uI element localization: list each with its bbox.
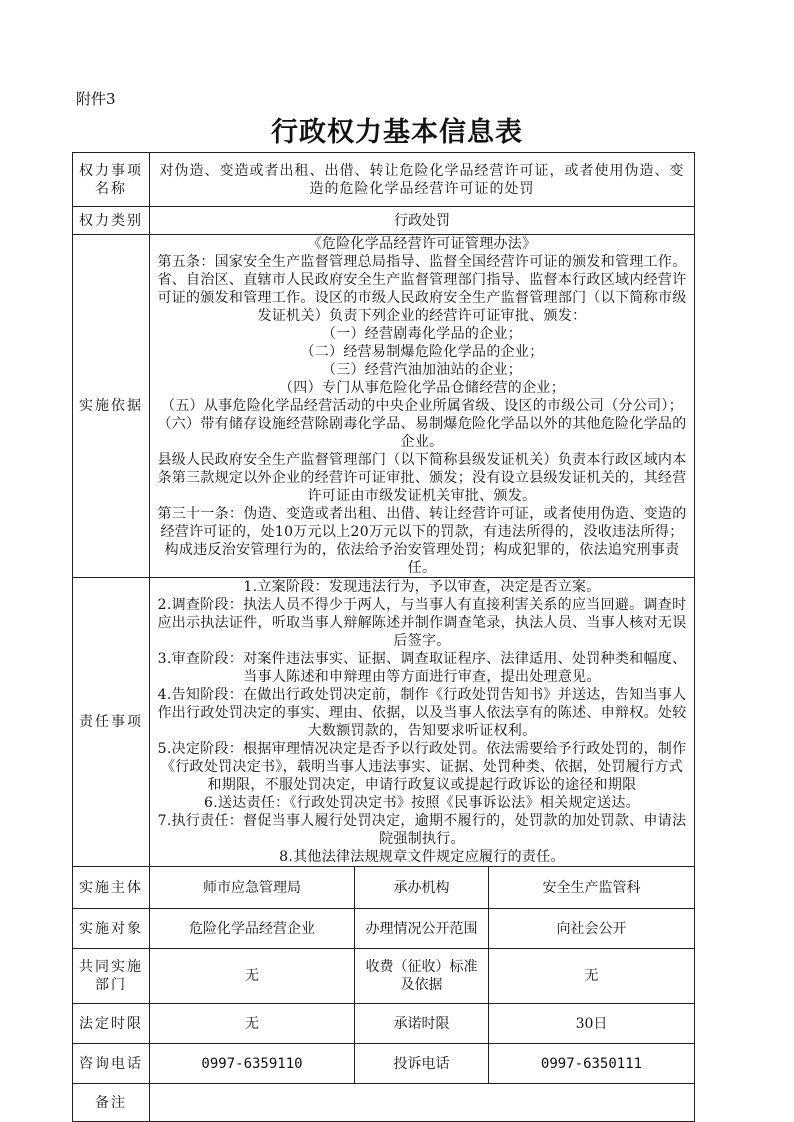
table-row [73,1084,695,1122]
table-row [73,867,695,909]
target-label: 实施对象 [73,909,150,949]
item-name-label: 权力事项名称 [73,153,150,207]
table-row [73,1044,695,1084]
basis-line: （六）带有储存设施经营除剧毒化学品、易制爆危险化学品以外的其他危险化学品的企业。 [157,416,687,450]
responsibility-line: 7.执行责任：督促当事人履行处罚决定，逾期不履行的，处罚款的加处罚款、申请法院强制执行。 [157,813,687,847]
basis-line: （一）经营剧毒化学品的企业； [321,326,523,342]
table-row [73,578,695,867]
legal-time-limit-value: 无 [150,1004,355,1044]
category-label: 权力类别 [73,207,150,235]
responsibility-line: 6.送达责任：《行政处罚决定书》按照《民事诉讼法》相关规定送达。 [204,795,640,811]
remarks-value [150,1084,695,1122]
responsibility-label: 责任事项 [73,578,150,867]
attachment-label: 附件3 [76,90,116,108]
category-value: 行政处罚 [150,207,695,235]
table-row [73,909,695,949]
fee-standard-value: 无 [489,949,695,1004]
responsibility-line: 3.审查阶段：对案件违法事实、证据、调查取证程序、法律适用、处罚种类和幅度、当事人陈述和申辩理由等方面进行审查，提出处理意见。 [157,651,687,685]
promised-time-limit-label: 承诺时限 [355,1004,489,1044]
disclosure-scope-label: 办理情况公开范围 [355,909,489,949]
responsibility-line: 2.调查阶段：执法人员不得少于两人，与当事人有直接利害关系的应当回避。调查时应出示执法证件，听取当事人辩解陈述并制作调查笔录，执法人员、当事人核对无误后签字。 [157,597,687,649]
basis-line: 《危险化学品经营许可证管理办法》 [307,236,537,252]
complaint-phone-value: 0997-6350111 [489,1044,695,1084]
basis-line: 第五条：国家安全生产监督管理总局指导、监督全国经营许可证的颁发和管理工作。省、自治区、直辖市人民政府安全生产监督管理部门指导、监督本行政区域内经营许可证的颁发和管理工作。设区的市级人民政府安全生产监督管理部门（以下简称市级发证机关）负责下列企业的经营许可证审批、颁发： [157,254,687,324]
handling-agency-label: 承办机构 [355,867,489,909]
responsibility-line: 1.立案阶段：发现违法行为，予以审查，决定是否立案。 [243,579,601,595]
basis-line: （三）经营汽油加油站的企业； [321,362,523,378]
table-row [73,1004,695,1044]
joint-dept-label: 共同实施部门 [73,949,150,1004]
basis-line: （二）经营易制爆危险化学品的企业； [300,344,544,360]
consult-phone-label: 咨询电话 [73,1044,150,1084]
responsibility-line: 5.决定阶段：根据审理情况决定是否予以行政处罚。依法需要给予行政处罚的，制作《行政处罚决定书》，载明当事人违法事实、证据、处罚种类、依据，处罚履行方式和期限，不服处罚决定，申请行政复议或提起行政诉讼的途径和期限 [157,741,687,793]
promised-time-limit-value: 30日 [489,1004,695,1044]
subject-label: 实施主体 [73,867,150,909]
legal-time-limit-label: 法定时限 [73,1004,150,1044]
disclosure-scope-value: 向社会公开 [489,909,695,949]
table-row [73,949,695,1004]
item-name-value: 对伪造、变造或者出租、出借、转让危险化学品经营许可证，或者使用伪造、变造的危险化学品经营许可证的处罚 [150,153,695,207]
page-title: 行政权力基本信息表 [271,117,523,148]
responsibility-line: 4.告知阶段：在做出行政处罚决定前，制作《行政处罚告知书》并送达，告知当事人作出行政处罚决定的事实、理由、依据，以及当事人依法享有的陈述、申辩权。处较大数额罚款的，告知要求听证权利。 [157,687,687,739]
table-row [73,235,695,578]
responsibility-line: 8.其他法律法规规章文件规定应履行的责任。 [279,849,565,865]
responsibility-content [150,578,695,867]
complaint-phone-label: 投诉电话 [355,1044,489,1084]
handling-agency-value: 安全生产监管科 [489,867,695,909]
table-row [73,207,695,235]
fee-standard-label: 收费（征收）标准及依据 [355,949,489,1004]
subject-value: 师市应急管理局 [150,867,355,909]
basis-content [150,235,695,578]
basis-label: 实施依据 [73,235,150,578]
basis-line: （五）从事危险化学品经营活动的中央企业所属省级、设区的市级公司（分公司）； [160,398,684,414]
consult-phone-value: 0997-6359110 [150,1044,355,1084]
remarks-label: 备注 [73,1084,150,1122]
basis-line: 第三十一条：伪造、变造或者出租、出借、转让经营许可证，或者使用伪造、变造的经营许可证的，处10万元以上20万元以下的罚款，有违法所得的，没收违法所得；构成违反治安管理行为的，依法给予治安管理处罚；构成犯罪的，依法追究刑事责任。 [157,506,687,576]
target-value: 危险化学品经营企业 [150,909,355,949]
table-row [73,153,695,207]
basis-line: 县级人民政府安全生产监督管理部门（以下简称县级发证机关）负责本行政区域内本条第三款规定以外企业的经营许可证审批、颁发；没有设立县级发证机关的，其经营许可证由市级发证机关审批、颁发。 [157,452,687,504]
joint-dept-value: 无 [150,949,355,1004]
info-table [72,152,695,1122]
basis-line: （四）专门从事危险化学品仓储经营的企业； [279,380,565,396]
